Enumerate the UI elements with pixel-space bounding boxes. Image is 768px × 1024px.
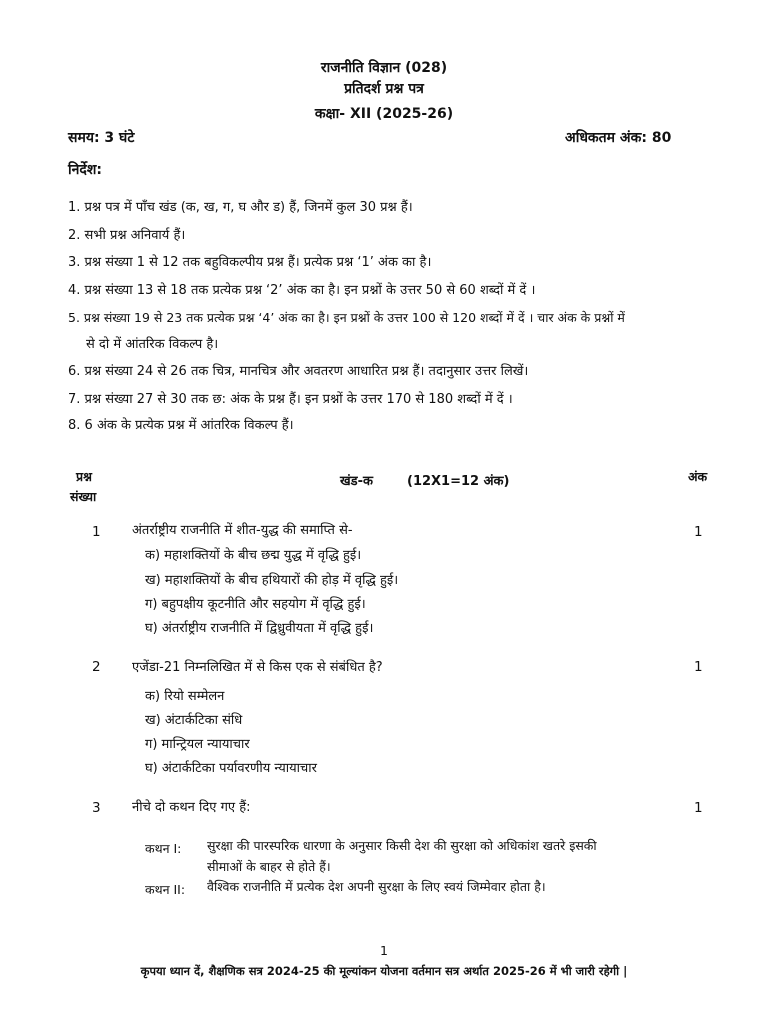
marks-header: अंक bbox=[688, 469, 708, 484]
instruction-item: 5. प्रश्न संख्या 19 से 23 तक प्रत्येक प्रश्न ‘4’ अंक का है। इन प्रश्नों के उत्तर 100 से 120 शब्दों में दें । चार अंक के प्रश्नों में bbox=[68, 310, 625, 325]
time-allowed: समय: 3 घंटे bbox=[68, 130, 135, 146]
footer-note: कृपया ध्यान दें, शैक्षणिक सत्र 2024-25 की मूल्यांकन योजना वर्तमान सत्र अर्थात 2025-26 में भी जारी रहेगी | bbox=[140, 964, 628, 978]
question-number-header: प्रश्न bbox=[76, 469, 92, 484]
instruction-item: 6. प्रश्न संख्या 24 से 26 तक चित्र, मानचित्र और अवतरण आधारित प्रश्न हैं। तदानुसार उत्तर लिखें। bbox=[68, 364, 529, 379]
option-item: ग) बहुपक्षीय कूटनीति और सहयोग में वृद्धि हुई। bbox=[145, 597, 366, 612]
instructions-heading: निर्देश: bbox=[68, 162, 102, 178]
statement-label: कथन II: bbox=[145, 882, 186, 897]
option-item: घ) अंटार्कटिका पर्यावरणीय न्यायाचार bbox=[145, 761, 317, 776]
statement-text: वैश्विक राजनीति में प्रत्येक देश अपनी सुरक्षा के लिए स्वयं जिम्मेवार होता है। bbox=[207, 879, 546, 894]
question-text: अंतर्राष्ट्रीय राजनीति में शीत-युद्ध की समाप्ति से- bbox=[132, 523, 353, 538]
page-number: 1 bbox=[380, 943, 388, 958]
question-marks: 1 bbox=[694, 659, 703, 675]
question-number: 3 bbox=[92, 800, 101, 816]
question-number-header-line2: संख्या bbox=[70, 489, 97, 504]
question-marks: 1 bbox=[694, 800, 703, 816]
statement-label: कथन I: bbox=[145, 841, 182, 856]
section-title: खंड-क bbox=[340, 474, 373, 489]
instruction-item: 8. 6 अंक के प्रत्येक प्रश्न में आंतरिक विकल्प हैं। bbox=[68, 418, 294, 433]
question-text: एजेंडा-21 निम्नलिखित में से किस एक से संबंधित है? bbox=[132, 660, 383, 675]
instruction-item: 1. प्रश्न पत्र में पाँच खंड (क, ख, ग, घ और ड) हैं, जिनमें कुल 30 प्रश्न हैं। bbox=[68, 200, 413, 215]
option-item: ख) अंटार्कटिका संधि bbox=[145, 713, 243, 728]
max-marks: अधिकतम अंक: 80 bbox=[565, 130, 672, 146]
instruction-item: 7. प्रश्न संख्या 27 से 30 तक छ: अंक के प्रश्न हैं। इन प्रश्नों के उत्तर 170 से 180 शब्दों में दें । bbox=[68, 392, 513, 407]
option-item: क) रियो सम्मेलन bbox=[145, 689, 225, 704]
instruction-item-continuation: से दो में आंतरिक विकल्प है। bbox=[86, 337, 219, 352]
statement-text: सुरक्षा की पारस्परिक धारणा के अनुसार किसी देश की सुरक्षा को अधिकांश खतरे इसकी bbox=[207, 838, 597, 853]
option-item: ग) मान्ट्रियल न्यायाचार bbox=[145, 737, 250, 752]
paper-subtitle: प्रतिदर्श प्रश्न पत्र bbox=[344, 81, 424, 97]
class-line: कक्षा- XII (2025-26) bbox=[314, 106, 454, 122]
statement-text-continuation: सीमाओं के बाहर से होते हैं। bbox=[207, 859, 331, 874]
instruction-item: 2. सभी प्रश्न अनिवार्य हैं। bbox=[68, 228, 186, 243]
question-marks: 1 bbox=[694, 524, 703, 540]
option-item: क) महाशक्तियों के बीच छद्म युद्ध में वृद्धि हुई। bbox=[145, 548, 362, 563]
instruction-item: 3. प्रश्न संख्या 1 से 12 तक बहुविकल्पीय प्रश्न हैं। प्रत्येक प्रश्न ‘1’ अंक का है। bbox=[68, 255, 432, 270]
option-item: ख) महाशक्तियों के बीच हथियारों की होड़ में वृद्धि हुई। bbox=[145, 573, 399, 588]
section-marks: (12X1=12 अंक) bbox=[407, 474, 510, 489]
paper-title: राजनीति विज्ञान (028) bbox=[320, 60, 448, 76]
question-number: 2 bbox=[92, 659, 101, 675]
question-number: 1 bbox=[92, 524, 101, 540]
option-item: घ) अंतर्राष्ट्रीय राजनीति में द्विध्रुवीयता में वृद्धि हुई। bbox=[145, 621, 374, 636]
question-text: नीचे दो कथन दिए गए हैं: bbox=[132, 800, 251, 815]
instruction-item: 4. प्रश्न संख्या 13 से 18 तक प्रत्येक प्रश्न ‘2’ अंक का है। इन प्रश्नों के उत्तर 50 से 60 शब्दों में दें । bbox=[68, 283, 536, 298]
